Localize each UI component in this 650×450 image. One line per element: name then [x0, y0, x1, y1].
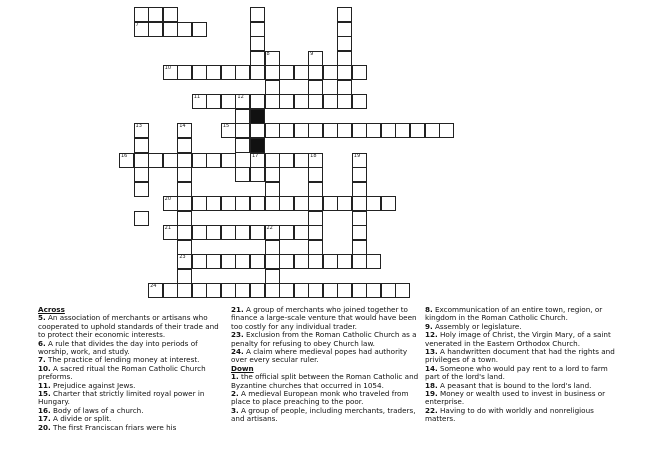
clue-text: A handwritten document that had the rights and privileges of a town.	[425, 347, 615, 365]
clue-number: 18.	[425, 380, 438, 390]
grid-cell[interactable]	[250, 22, 265, 37]
grid-cell[interactable]	[265, 167, 280, 182]
clues-column-2	[231, 306, 419, 424]
grid-cell[interactable]	[235, 167, 250, 182]
clue-number-label: 18	[310, 152, 317, 159]
grid-cell[interactable]	[352, 153, 367, 168]
grid-cell[interactable]	[177, 240, 192, 255]
grid-cell[interactable]	[250, 153, 265, 168]
clue-item	[231, 331, 419, 348]
grid-cell[interactable]	[148, 283, 163, 298]
clue-number: 5.	[38, 313, 46, 323]
grid-cell[interactable]	[177, 138, 192, 153]
grid-cell[interactable]	[206, 94, 221, 109]
across-clue-list	[38, 314, 222, 432]
clues-column-1	[38, 306, 222, 432]
grid-cell[interactable]	[308, 123, 323, 138]
grid-cell[interactable]	[250, 94, 265, 109]
down-clue-list-continued	[425, 306, 615, 424]
clue-text: The practice of lending money at interest.	[45, 355, 200, 365]
grid-cell[interactable]	[279, 196, 294, 211]
grid-cell[interactable]	[395, 283, 410, 298]
grid-cell[interactable]	[352, 196, 367, 211]
grid-cell[interactable]	[366, 283, 381, 298]
grid-cell[interactable]	[134, 7, 149, 22]
grid-cell[interactable]	[352, 254, 367, 269]
clue-item	[425, 365, 615, 382]
grid-cell[interactable]	[265, 283, 280, 298]
clue-text: An association of merchants or artisans who cooperated to uphold standards of their trade and to protect their economic interests.	[38, 313, 219, 340]
clue-number-label: 22	[266, 225, 273, 232]
grid-cell[interactable]	[265, 94, 280, 109]
grid-cell[interactable]	[279, 65, 294, 80]
grid-cell[interactable]	[177, 22, 192, 37]
grid-cell[interactable]	[134, 167, 149, 182]
grid-cell[interactable]	[177, 283, 192, 298]
grid-cell[interactable]	[177, 182, 192, 197]
grid-cell[interactable]	[235, 138, 250, 153]
clues-column-3	[425, 306, 615, 424]
grid-cell[interactable]	[235, 254, 250, 269]
clue-number: 19.	[425, 389, 438, 399]
grid-cell[interactable]	[366, 196, 381, 211]
grid-cell[interactable]	[337, 7, 352, 22]
grid-cell[interactable]	[148, 153, 163, 168]
grid-cell[interactable]	[308, 153, 323, 168]
grid-cell[interactable]	[308, 225, 323, 240]
clue-text: Charter that strictly limited royal power in Hungary.	[38, 389, 205, 407]
grid-cell[interactable]	[337, 80, 352, 95]
clue-number-label: 9	[310, 50, 314, 57]
grid-cell[interactable]	[323, 283, 338, 298]
grid-cell[interactable]	[177, 269, 192, 284]
grid-block	[250, 138, 265, 153]
grid-cell[interactable]	[250, 123, 265, 138]
grid-cell[interactable]	[192, 22, 207, 37]
grid-cell[interactable]	[206, 196, 221, 211]
clue-item	[231, 373, 419, 390]
grid-cell[interactable]	[221, 94, 236, 109]
grid-cell[interactable]	[279, 123, 294, 138]
grid-cell[interactable]	[337, 36, 352, 51]
clue-number-label: 17	[251, 152, 259, 159]
clue-number: 7.	[38, 355, 46, 365]
clue-text: Assembly or legislature.	[432, 321, 522, 331]
grid-cell[interactable]	[352, 123, 367, 138]
clue-item	[38, 314, 222, 339]
clue-number-label: 10	[164, 65, 172, 72]
clue-item	[38, 424, 222, 432]
grid-cell[interactable]	[134, 22, 149, 37]
clue-number: 6.	[38, 338, 46, 348]
clue-text: A rule that divides the day into periods of worship, work, and study.	[38, 338, 198, 357]
clue-number: 8.	[425, 305, 433, 314]
clue-number-label: 13	[135, 123, 142, 130]
grid-cell[interactable]	[250, 7, 265, 22]
grid-cell[interactable]	[279, 94, 294, 109]
grid-cell[interactable]	[294, 65, 309, 80]
grid-cell[interactable]	[235, 94, 250, 109]
clue-number-label: 11	[193, 94, 201, 101]
clue-number: 24.	[231, 347, 244, 357]
grid-cell[interactable]	[294, 196, 309, 211]
clue-number: 14.	[425, 363, 438, 373]
clue-number: 11.	[38, 380, 51, 390]
grid-cell[interactable]	[119, 153, 134, 168]
clue-text: Body of laws of a church.	[50, 405, 144, 415]
grid-cell[interactable]	[192, 254, 207, 269]
grid-cell[interactable]	[250, 167, 265, 182]
grid-cell[interactable]	[337, 94, 352, 109]
grid-cell[interactable]	[192, 94, 207, 109]
clue-text: Someone who would pay rent to a lord to farm part of the lord's land.	[425, 363, 608, 382]
clue-number: 1.	[231, 372, 239, 382]
grid-cell[interactable]	[265, 51, 280, 66]
clue-item	[425, 331, 615, 348]
grid-cell[interactable]	[163, 153, 178, 168]
grid-cell[interactable]	[206, 153, 221, 168]
clue-text: A claim where medieval popes had authority over every secular ruler.	[231, 347, 408, 365]
grid-cell[interactable]	[177, 153, 192, 168]
grid-cell[interactable]	[308, 196, 323, 211]
grid-cell[interactable]	[192, 283, 207, 298]
grid-cell[interactable]	[192, 153, 207, 168]
clue-number-label: 20	[164, 196, 172, 203]
clue-number: 13.	[425, 347, 438, 357]
grid-cell[interactable]	[352, 94, 367, 109]
grid-cell[interactable]	[279, 225, 294, 240]
clue-number-label: 23	[179, 254, 186, 261]
clue-number-label: 16	[121, 152, 128, 159]
clue-number: 12.	[425, 330, 438, 340]
grid-cell[interactable]	[221, 254, 236, 269]
grid-cell[interactable]	[265, 196, 280, 211]
clue-number: 3.	[231, 405, 239, 415]
grid-cell[interactable]	[279, 283, 294, 298]
grid-cell[interactable]	[265, 182, 280, 197]
clue-number: 21.	[231, 305, 244, 314]
clue-number-label: 12	[237, 94, 244, 101]
clue-text: Money or wealth used to invest in business or enterprise.	[425, 389, 606, 407]
grid-cell[interactable]	[250, 283, 265, 298]
grid-cell[interactable]	[308, 211, 323, 226]
grid-cell[interactable]	[323, 254, 338, 269]
grid-cell[interactable]	[337, 196, 352, 211]
grid-cell[interactable]	[308, 94, 323, 109]
across-clue-list-continued	[231, 306, 419, 365]
clue-item	[38, 390, 222, 407]
clue-number-label: 8	[266, 50, 270, 57]
grid-cell[interactable]	[439, 123, 454, 138]
grid-cell[interactable]	[308, 167, 323, 182]
clue-item	[231, 390, 419, 407]
clue-number-label: 15	[222, 123, 230, 130]
clue-number: 16.	[38, 405, 51, 415]
grid-cell[interactable]	[250, 36, 265, 51]
grid-cell[interactable]	[308, 240, 323, 255]
grid-cell[interactable]	[177, 225, 192, 240]
grid-cell[interactable]	[235, 225, 250, 240]
clue-number-label: 14	[179, 123, 186, 130]
grid-cell[interactable]	[323, 65, 338, 80]
clue-item	[425, 390, 615, 407]
grid-cell[interactable]	[425, 123, 440, 138]
clue-item	[425, 407, 615, 424]
grid-cell[interactable]	[265, 80, 280, 95]
grid-cell[interactable]	[337, 123, 352, 138]
clue-text: A group of people, including merchants, traders, and artisans.	[231, 405, 416, 424]
clue-item	[231, 306, 419, 331]
across-heading: Across	[38, 305, 65, 314]
grid-cell[interactable]	[294, 254, 309, 269]
grid-cell[interactable]	[381, 123, 396, 138]
grid-cell[interactable]	[177, 211, 192, 226]
grid-cell[interactable]	[221, 225, 236, 240]
grid-cell[interactable]	[294, 283, 309, 298]
clue-text: A divide or split.	[50, 414, 112, 424]
clue-item	[38, 340, 222, 357]
clue-number: 23.	[231, 330, 244, 340]
clue-number-label: 21	[164, 225, 172, 232]
clue-item	[231, 348, 419, 365]
grid-cell[interactable]	[265, 269, 280, 284]
clue-number: 2.	[231, 389, 239, 399]
grid-cell[interactable]	[381, 283, 396, 298]
grid-cell[interactable]	[163, 225, 178, 240]
clue-number-label: 24	[150, 283, 157, 290]
grid-cell[interactable]	[279, 153, 294, 168]
grid-cell[interactable]	[221, 196, 236, 211]
grid-cell[interactable]	[206, 283, 221, 298]
grid-cell[interactable]	[250, 254, 265, 269]
clue-number: 9.	[425, 321, 433, 331]
grid-cell[interactable]	[265, 65, 280, 80]
grid-cell[interactable]	[250, 225, 265, 240]
clue-text: A sacred ritual the Roman Catholic Church preforms.	[38, 363, 206, 382]
grid-cell[interactable]	[177, 65, 192, 80]
grid-cell[interactable]	[221, 65, 236, 80]
clue-number: 20.	[38, 422, 51, 432]
grid-cell[interactable]	[192, 196, 207, 211]
grid-cell[interactable]	[323, 196, 338, 211]
grid-cell[interactable]	[250, 196, 265, 211]
grid-cell[interactable]	[221, 123, 236, 138]
clue-text: Exclusion from the Roman Catholic Church as a penalty for refusing to obey Church law.	[231, 330, 417, 348]
grid-cell[interactable]	[308, 182, 323, 197]
grid-cell[interactable]	[235, 123, 250, 138]
grid-cell[interactable]	[134, 153, 149, 168]
grid-cell[interactable]	[235, 196, 250, 211]
grid-cell[interactable]	[352, 283, 367, 298]
grid-cell[interactable]	[294, 153, 309, 168]
grid-cell[interactable]	[352, 167, 367, 182]
grid-cell[interactable]	[206, 65, 221, 80]
grid-cell[interactable]	[308, 65, 323, 80]
grid-cell[interactable]	[177, 196, 192, 211]
clue-item	[425, 306, 615, 323]
grid-cell[interactable]	[294, 123, 309, 138]
down-clue-list	[231, 373, 419, 423]
grid-cell[interactable]	[235, 109, 250, 124]
grid-cell[interactable]	[177, 254, 192, 269]
grid-cell[interactable]	[163, 22, 178, 37]
grid-cell[interactable]	[265, 225, 280, 240]
grid-cell[interactable]	[323, 94, 338, 109]
grid-cell[interactable]	[337, 65, 352, 80]
clue-item	[425, 348, 615, 365]
grid-cell[interactable]	[192, 65, 207, 80]
grid-cell[interactable]	[337, 283, 352, 298]
clue-item	[231, 407, 419, 424]
grid-cell[interactable]	[352, 225, 367, 240]
grid-cell[interactable]	[134, 123, 149, 138]
grid-cell[interactable]	[337, 22, 352, 37]
grid-cell[interactable]	[163, 283, 178, 298]
clue-text: The first Franciscan friars were his	[50, 422, 177, 432]
clue-number-label: 7	[135, 21, 139, 28]
clue-text: Prejudice against Jews.	[50, 380, 136, 390]
grid-cell[interactable]	[308, 80, 323, 95]
grid-cell[interactable]	[206, 254, 221, 269]
clue-text: the official split between the Roman Catholic and Byzantine churches that occurred in 1054.	[231, 372, 419, 390]
clue-item	[38, 365, 222, 382]
grid-cell[interactable]	[395, 123, 410, 138]
grid-cell[interactable]	[134, 182, 149, 197]
clue-text: A peasant that is bound to the lord's land.	[437, 380, 592, 390]
grid-cell[interactable]	[410, 123, 425, 138]
grid-cell[interactable]	[308, 254, 323, 269]
grid-cell[interactable]	[337, 51, 352, 66]
grid-cell[interactable]	[337, 254, 352, 269]
grid-cell[interactable]	[235, 283, 250, 298]
grid-cell[interactable]	[265, 153, 280, 168]
clue-text: A group of merchants who joined together to finance a large-scale venture that would have been too costly for any individual trader.	[231, 305, 417, 331]
down-heading: Down	[231, 363, 254, 373]
grid-cell[interactable]	[294, 225, 309, 240]
grid-cell[interactable]	[352, 240, 367, 255]
grid-cell[interactable]	[177, 167, 192, 182]
grid-cell[interactable]	[221, 283, 236, 298]
grid-cell[interactable]	[323, 123, 338, 138]
grid-cell[interactable]	[265, 240, 280, 255]
grid-cell[interactable]	[163, 65, 178, 80]
grid-cell[interactable]	[352, 211, 367, 226]
grid-cell[interactable]	[366, 254, 381, 269]
grid-cell[interactable]	[221, 153, 236, 168]
clue-text: Holy image of Christ, the Virgin Mary, of a saint venerated in the Eastern Orthodox Church.	[425, 330, 611, 348]
grid-cell[interactable]	[134, 138, 149, 153]
grid-cell[interactable]	[250, 65, 265, 80]
grid-cell[interactable]	[352, 182, 367, 197]
grid-cell[interactable]	[148, 7, 163, 22]
clue-number: 22.	[425, 405, 438, 415]
grid-cell[interactable]	[352, 65, 367, 80]
grid-block	[250, 109, 265, 124]
grid-cell[interactable]	[134, 211, 149, 226]
grid-cell[interactable]	[294, 94, 309, 109]
grid-cell[interactable]	[279, 254, 294, 269]
clue-number-label: 19	[353, 152, 361, 159]
grid-cell[interactable]	[265, 254, 280, 269]
clue-text: Having to do with worldly and nonreligious matters.	[425, 405, 594, 424]
grid-cell[interactable]	[265, 123, 280, 138]
grid-cell[interactable]	[192, 225, 207, 240]
grid-cell[interactable]	[206, 225, 221, 240]
grid-cell[interactable]	[308, 51, 323, 66]
grid-cell[interactable]	[163, 196, 178, 211]
clue-number: 15.	[38, 389, 51, 399]
clue-number: 17.	[38, 414, 51, 424]
grid-cell[interactable]	[163, 7, 178, 22]
grid-cell[interactable]	[381, 196, 396, 211]
grid-cell[interactable]	[235, 65, 250, 80]
grid-cell[interactable]	[308, 283, 323, 298]
grid-cell[interactable]	[177, 123, 192, 138]
clue-text: A medieval European monk who traveled from place to place preaching to the poor.	[231, 389, 409, 407]
grid-cell[interactable]	[250, 51, 265, 66]
clue-text: Excommunication of an entire town, region, or kingdom in the Roman Catholic Church.	[425, 305, 603, 323]
grid-cell[interactable]	[148, 22, 163, 37]
clue-number: 10.	[38, 363, 51, 373]
grid-cell[interactable]	[366, 123, 381, 138]
